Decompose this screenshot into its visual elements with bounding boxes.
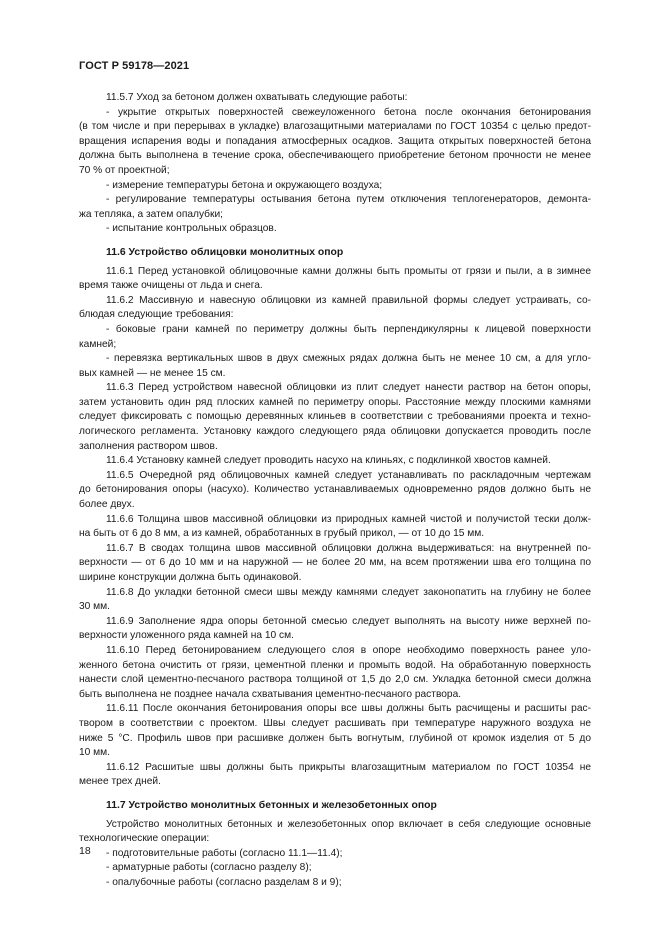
- text-line: (в том числе и при перерывах в укладке) влагозащитными материалами по ГОСТ 10354 с целью предот-: [79, 121, 591, 133]
- page-number: 18: [79, 845, 91, 857]
- text-line: вых камней — не менее 15 см.: [79, 367, 226, 379]
- paragraph: [79, 454, 591, 469]
- text-line: логического регламента. Установку каждого следующего ряда облицовки допускается проводить после: [79, 426, 591, 438]
- paragraph: [79, 702, 591, 760]
- text-line: верхности — от 6 до 10 мм и на наружной — не более 20 мм, на всем протяжении шва его толщина по: [79, 557, 591, 569]
- text-line: ширине конструкции должна быть одинаковой.: [79, 572, 302, 583]
- paragraph: [79, 323, 591, 352]
- paragraph: [79, 861, 591, 876]
- text-line: - подготовительные работы (согласно 11.1—11.4);: [106, 847, 343, 859]
- text-line: более двух.: [79, 499, 135, 511]
- paragraph: [79, 179, 591, 194]
- section-heading: 11.6 Устройство облицовки монолитных опор: [106, 246, 344, 258]
- paragraph: [79, 615, 591, 644]
- text-line: - боковые грани камней по периметру должны быть перпендикулярны к лицевой поверхности: [106, 323, 591, 335]
- section-spacer: [79, 790, 591, 799]
- text-line: технологические операции:: [79, 833, 210, 845]
- text-line: до бетонирования опоры (насухо). Количество устанавливаемых одновременно рядов должно быть не: [79, 484, 591, 496]
- paragraph: [79, 876, 591, 891]
- paragraph: [79, 513, 591, 542]
- text-line: - перевязка вертикальных швов в двух смежных рядах должна быть не менее 10 см, а для угло-: [106, 353, 591, 365]
- text-line: ниже 5 °С. Профиль швов при расшивке должен быть вогнутым, глубиной от кромок изделия от 5 до: [79, 732, 591, 744]
- text-line: - арматурные работы (согласно разделу 8);: [106, 862, 312, 874]
- text-line: заполнения раствором швов.: [79, 440, 218, 452]
- text-line: твором в соответствии с проектом. Швы следует расшивать при температуре наружного воздуха не: [79, 717, 591, 729]
- text-line: камней;: [79, 338, 117, 350]
- text-line: быть выполнена не позднее начала схватывания цементно-песчаного раствора.: [79, 688, 462, 700]
- text-line: на быть от 6 до 8 мм, а из камней, обработанных в грубый прикол, — от 10 до 15 мм.: [79, 528, 485, 540]
- text-line: женного бетона очистить от грязи, цементной пленки и промыть водой. На обработанную поверхность: [79, 659, 591, 671]
- text-line: - испытание контрольных образцов.: [106, 223, 277, 235]
- text-line: блюдая следующие требования:: [79, 309, 234, 321]
- text-line: 11.6.6 Толщина швов массивной облицовки из природных камней чистой и получистой тески долж-: [106, 513, 591, 525]
- text-line: 70 % от проектной;: [79, 164, 170, 176]
- text-line: верхности уложенного ряда камней на 10 см.: [79, 630, 294, 642]
- section-heading: 11.7 Устройство монолитных бетонных и железобетонных опор: [106, 799, 437, 811]
- text-line: 11.6.5 Очередной ряд облицовочных камней следует устанавливать по раскладочным чертежам: [106, 469, 591, 481]
- text-line: - измерение температуры бетона и окружающего воздуха;: [106, 179, 383, 191]
- text-line: 11.6.7 В сводах толщина швов массивной облицовки должна выдерживаться: на внутренней по-: [106, 542, 591, 554]
- text-line: 11.6.1 Перед установкой облицовочные камни должны быть промыты от грязи и пыли, а в зимнее: [106, 265, 591, 277]
- text-line: - опалубочные работы (согласно разделам 8 и 9);: [106, 876, 342, 888]
- text-line: следует фиксировать с помощью деревянных клиньев в соответствии с требованиями проекта и техно-: [79, 411, 591, 423]
- paragraph: [79, 818, 591, 847]
- text-line: Устройство монолитных бетонных и железобетонных опор включает в себя следующие основные: [106, 818, 591, 830]
- paragraph: [79, 106, 591, 179]
- text-line: - регулирование температуры остывания бетона путем отключения теплогенераторов, демонта-: [106, 194, 591, 206]
- document-code-header: ГОСТ Р 59178—2021: [79, 60, 190, 72]
- paragraph: [79, 644, 591, 702]
- paragraph: [79, 222, 591, 237]
- text-line: менее трех дней.: [79, 776, 161, 788]
- paragraph: [79, 294, 591, 323]
- paragraph: [79, 381, 591, 454]
- text-line: вращения испарения воды и попадания атмосферных осадков. Защита открытых поверхностей бетона: [79, 135, 591, 147]
- text-line: 30 мм.: [79, 601, 111, 613]
- text-line: нанести слой цементно-песчаного раствора толщиной от 1,5 до 2,0 см. Укладка бетонной смеси должна: [79, 674, 591, 686]
- document-body: [79, 91, 591, 890]
- text-line: затем установить один ряд плоских камней по периметру опоры. Расстояние между плоскими камнями: [79, 396, 591, 408]
- paragraph: [79, 542, 591, 586]
- paragraph: [79, 761, 591, 790]
- text-line: 11.6.8 До укладки бетонной смеси швы между камнями следует законопатить на глубину не более: [106, 586, 591, 598]
- paragraph: [79, 469, 591, 513]
- text-line: 11.6.2 Массивную и навесную облицовки из камней правильной формы следует устраивать, со-: [106, 294, 591, 306]
- text-line: 10 мм.: [79, 747, 111, 759]
- paragraph: [79, 352, 591, 381]
- text-line: - укрытие открытых поверхностей свежеуложенного бетона после окончания бетонирования: [106, 106, 591, 118]
- paragraph: [79, 847, 591, 862]
- text-line: 11.6.12 Расшитые швы должны быть прикрыты влагозащитным материалом по ГОСТ 10354 не: [106, 761, 591, 773]
- paragraph: [79, 193, 591, 222]
- text-line: жа тепляка, а затем опалубки;: [79, 208, 223, 220]
- text-line: 11.6.3 Перед устройством навесной облицовки из плит следует нанести раствор на бетон опоры,: [106, 382, 591, 394]
- text-line: 11.5.7 Уход за бетоном должен охватывать следующие работы:: [106, 92, 408, 103]
- text-line: время также очищены от льда и снега.: [79, 280, 263, 292]
- section-spacer: [79, 237, 591, 246]
- text-line: 11.6.11 После окончания бетонирования опоры все швы должны быть расчищены и расшиты рас-: [106, 703, 591, 715]
- text-line: должна быть выполнена в течение срока, обеспечивающего приобретение бетоном прочности не менее: [79, 150, 591, 162]
- text-line: 11.6.10 Перед бетонированием следующего слоя в опоре необходимо поверхность ранее уло-: [106, 644, 591, 656]
- paragraph: [79, 91, 591, 106]
- paragraph: [79, 265, 591, 294]
- text-line: 11.6.4 Установку камней следует проводить насухо на клиньях, с подклинкой хвостов камней.: [106, 455, 551, 467]
- text-line: 11.6.9 Заполнение ядра опоры бетонной смесью следует выполнять на высоту ниже верхней по-: [106, 615, 591, 627]
- paragraph: [79, 586, 591, 615]
